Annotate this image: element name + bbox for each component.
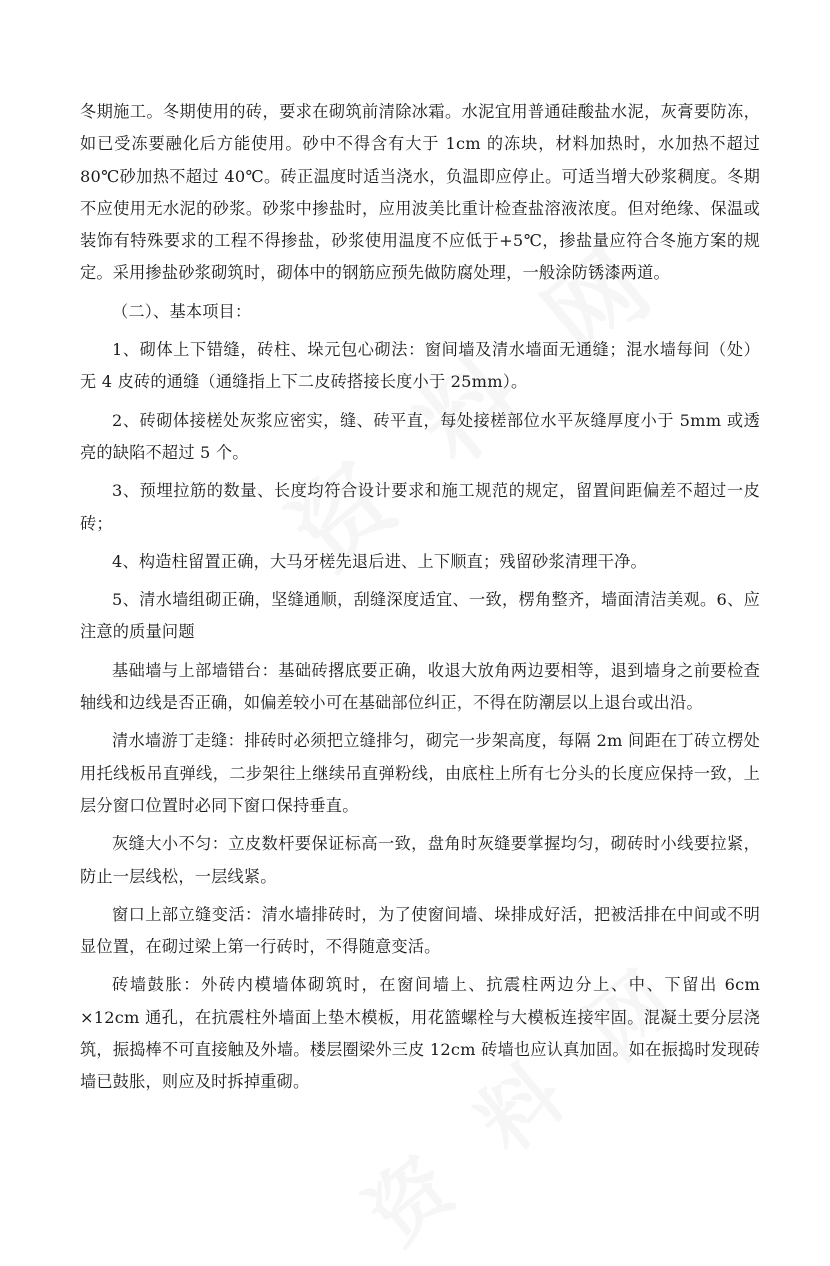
list-item: 4、构造柱留置正确，大马牙槎先退后进、上下顺直；残留砂浆清理干净。: [112, 551, 647, 571]
paragraph-wall-bulging: 砖墙鼓胀：外砖内模墙体砌筑时，在窗间墙上、抗震柱两边分上、中、下留出 6cm ×12cm 通孔，在抗震柱外墙面上垫木模板，用花篮螺栓与大模板连接牢固。混凝土要分层浇筑，振捣棒不可直接触及外墙。楼层圈梁外三皮 12cm 砖墙也应认真加固。如在振捣时发现砖墙已鼓胀，则应及时拆掉重砌。: [80, 975, 760, 1092]
list-item: 5、清水墙组砌正确，坚缝通顺，刮缝深度适宜、一致，楞角整齐，墙面清洁美观。6、应注意的质量问题: [80, 590, 760, 642]
list-item: 2、砖砌体接槎处灰浆应密实，缝、砖平直，每处接槎部位水平灰缝厚度小于 5mm 或透亮的缺陷不超过 5 个。: [80, 410, 760, 462]
document-body: [80, 96, 760, 1099]
paragraph-winter-construction: 冬期施工。冬期使用的砖，要求在砌筑前清除冰霜。水泥宜用普通硅酸盐水泥，灰膏要防冻，如已受冻要融化后方能使用。砂中不得含有大于 1cm 的冻块，材料加热时，水加热不超过 80℃砂加热不超过 40℃。砖正温度时适当浇水，负温即应停止。可适当增大砂浆稠度。冬期不应使用无水泥的砂浆。砂浆中掺盐时，应用波美比重计检查盐溶液浓度。但对绝缘、保温或装饰有特殊要求的工程不得掺盐，砂浆使用温度不应低于+5℃，掺盐量应符合冬施方案的规定。采用掺盐砂浆砌筑时，砌体中的钢筋应预先做防腐处理，一般涂防锈漆两道。: [80, 102, 760, 283]
paragraph-window-joints: 窗口上部立缝变活：清水墙排砖时，为了使窗间墙、垛排成好活，把被活排在中间或不明显位置，在砌过梁上第一行砖时，不得随意变活。: [80, 904, 760, 957]
paragraph-foundation-offset: 基础墙与上部墙错台：基础砖撂底要正确，收退大放角两边要相等，退到墙身之前要检查轴线和边线是否正确，如偏差较小可在基础部位纠正，不得在防潮层以上退台或出沿。: [80, 660, 760, 713]
list-item: 3、预埋拉筋的数量、长度均符合设计要求和施工规范的规定，留置间距偏差不超过一皮砖；: [80, 481, 760, 533]
paragraph-joint-alignment: 清水墙游丁走缝：排砖时必须把立缝排匀，砌完一步架高度，每隔 2m 间距在丁砖立楞处用托线板吊直弹线，二步架往上继续吊直弹粉线，由底柱上所有七分头的长度应保持一致，上层分窗口位置时必同下窗口保持垂直。: [80, 731, 760, 815]
section-heading-basic-items: （二）、基本项目：: [112, 301, 252, 321]
paragraph-uneven-joints: 灰缝大小不匀：立皮数杆要保证标高一致，盘角时灰缝要掌握均匀，砌砖时小线要拉紧，防止一层线松，一层线紧。: [80, 834, 760, 886]
list-item: 1、砌体上下错缝，砖柱、垛元包心砌法：窗间墙及清水墙面无通缝；混水墙每间（处）无 4 皮砖的通缝（通缝指上下二皮砖搭接长度小于 25mm）。: [80, 340, 760, 392]
